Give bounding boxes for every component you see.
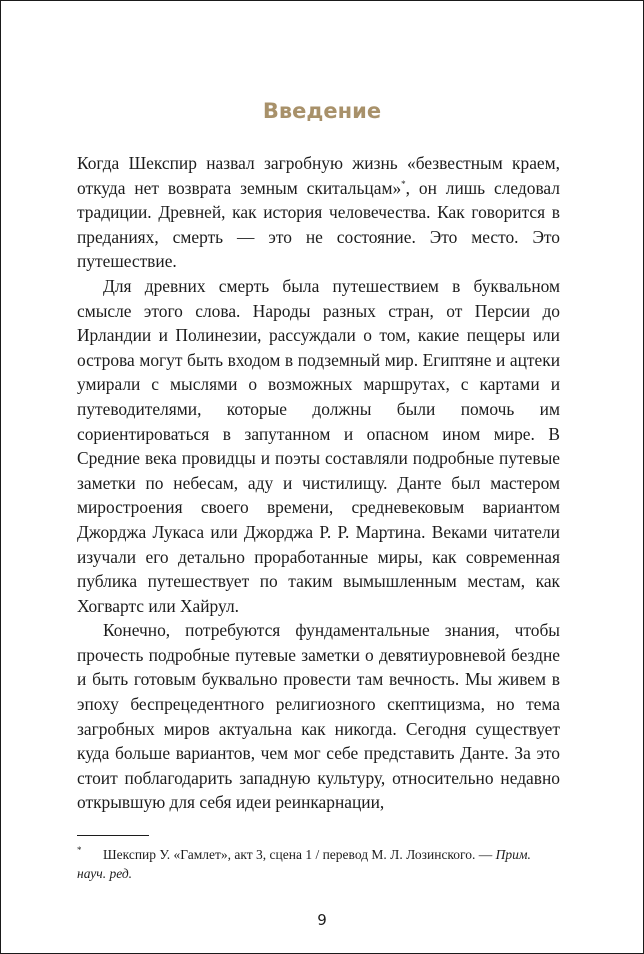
- page-number: 9: [317, 911, 327, 929]
- chapter-title: Введение: [262, 99, 382, 123]
- paragraph-1: [77, 151, 560, 274]
- footnote-reference: *: [401, 178, 406, 189]
- footnote-editor-note: Прим. науч. ред.: [77, 847, 531, 881]
- paragraph-1-text-end: , он лишь следовал традиции. Древней, как история человечества. Как говорится в преданиях, смерть — это не состояние. Это место. Это путешествие.: [77, 177, 560, 272]
- paragraph-3: Конечно, потребуются фундаментальные знания, чтобы прочесть подробные путевые заметки о девятиуровневой бездне и быть готовым буквально провести там вечность. Мы живем в эпоху беспрецедентного религиозного скептицизма, но тема загробных миров актуальна как никогда. Сегодня существует куда больше вариантов, чем мог себе представить Данте. За это стоит поблагодарить западную культуру, относительно недавно открывшую для себя идеи реинкарнации,: [77, 620, 560, 813]
- footnote-divider: [77, 835, 149, 836]
- body-text: [77, 151, 560, 815]
- footnote-body: [77, 845, 560, 883]
- footnote-marker: *: [77, 845, 82, 855]
- footnote: [77, 845, 560, 883]
- footnote-text: Шекспир У. «Гамлет», акт 3, сцена 1 / перевод М. Л. Лозинского. —: [103, 847, 493, 862]
- paragraph-1-text-start: Когда Шекспир назвал загробную жизнь «безвестным краем, откуда нет возврата земным скитальцам»: [77, 153, 560, 198]
- paragraph-2: Для древних смерть была путешествием в буквальном смысле этого слова. Народы разных стран, от Персии до Ирландии и Полинезии, рассуждали о том, какие пещеры или острова могут быть входом в подземный мир. Египтяне и ацтеки умирали с мыслями о возможных маршрутах, с картами и путеводителями, которые должны были помочь им сориентироваться в запутанном и опасном ином мире. В Средние века провидцы и поэты составляли подробные путевые заметки по небесам, аду и чистилищу. Данте был мастером миростроения своего времени, средневековым вариантом Джорджа Лукаса или Джорджа Р. Р. Мартина. Веками читатели изучали его детально проработанные миры, как современная публика путешествует по таким вымышленным местам, как Хогвартс или Хайрул.: [77, 275, 560, 616]
